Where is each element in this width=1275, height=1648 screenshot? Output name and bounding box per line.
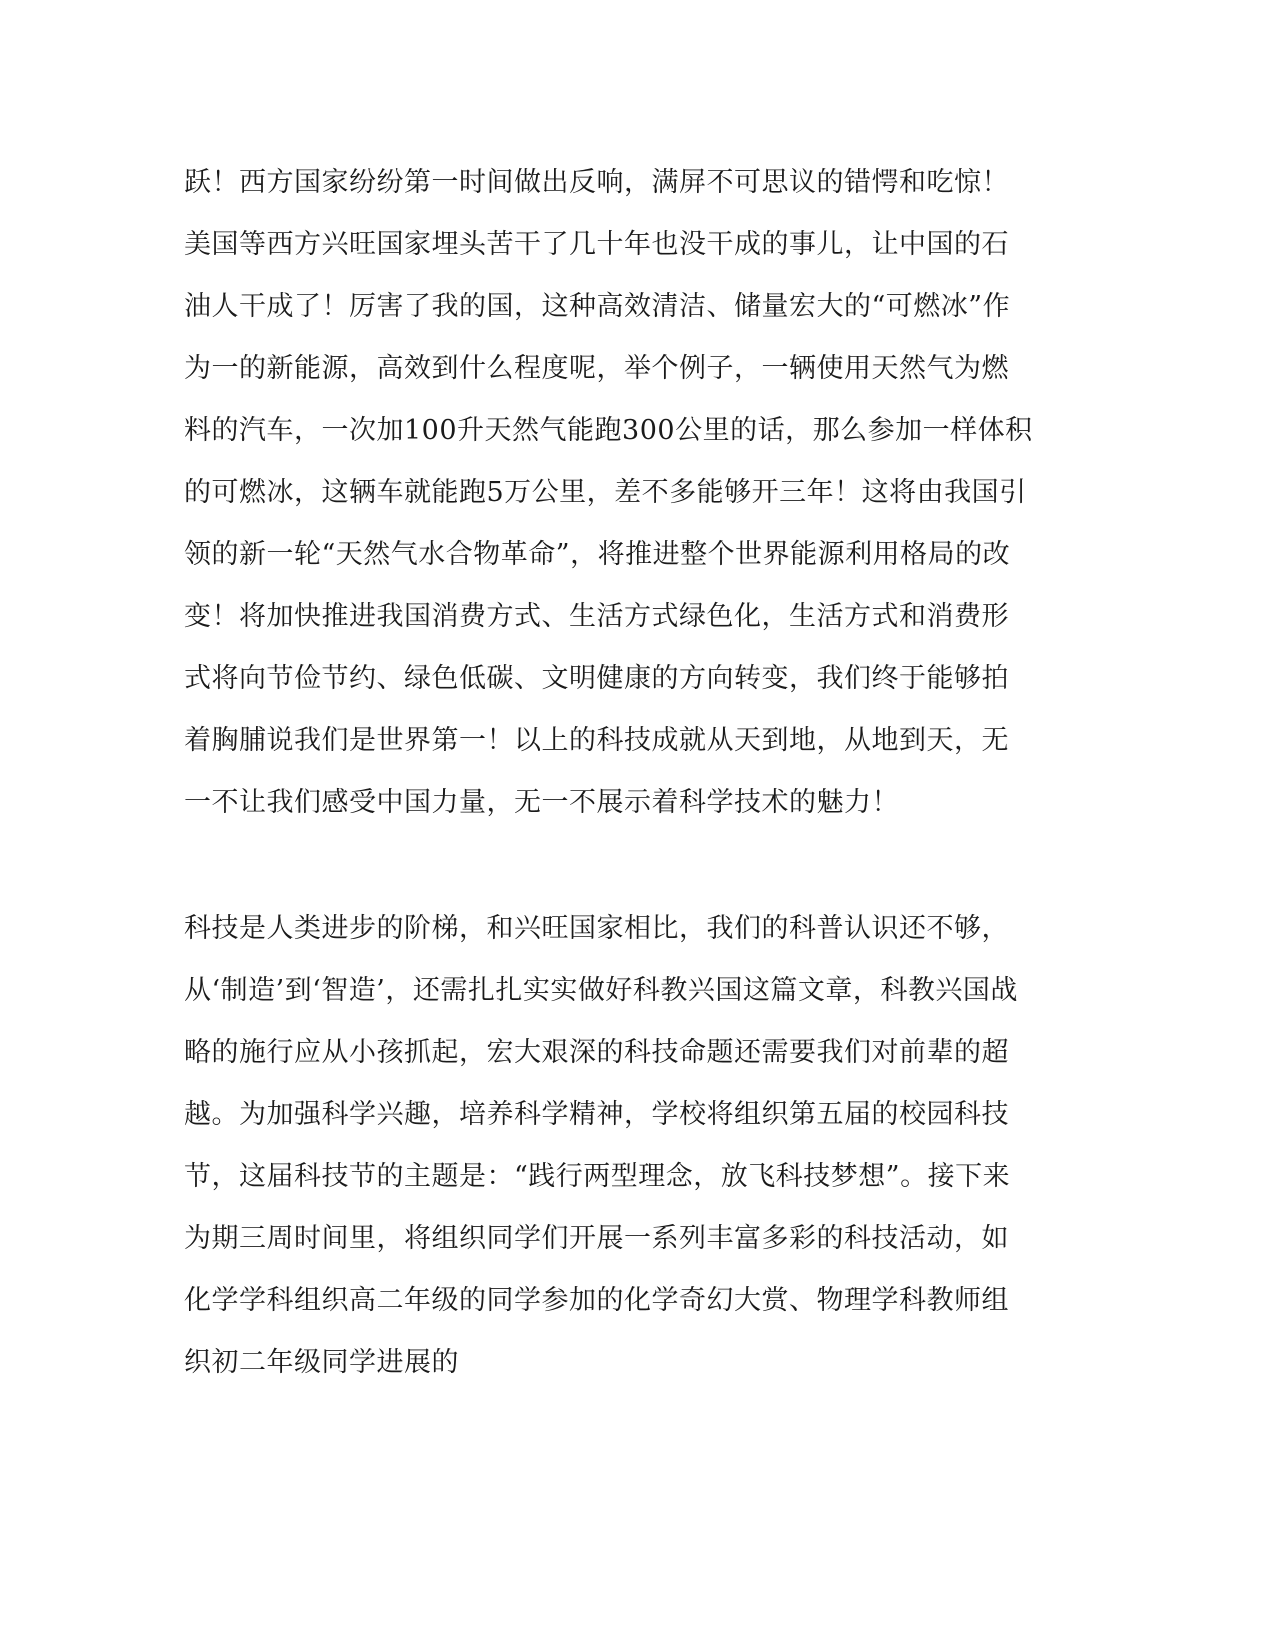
text-line: 跃！西方国家纷纷第一时间做出反响，满屏不可思议的错愕和吃惊！ xyxy=(184,167,1009,198)
text-line: 化学学科组织高二年级的同学参加的化学奇幻大赏、物理学科教师组 xyxy=(184,1285,1009,1316)
text-line: 越。为加强科学兴趣，培养科学精神，学校将组织第五届的校园科技 xyxy=(184,1099,1009,1130)
text-line: 着胸脯说我们是世界第一！以上的科技成就从天到地，从地到天，无 xyxy=(184,725,1009,756)
text-line: 的可燃冰，这辆车就能跑5万公里，差不多能够开三年！这将由我国引 xyxy=(184,477,1027,508)
text-line: 变！将加快推进我国消费方式、生活方式绿色化，生活方式和消费形 xyxy=(184,601,1009,632)
text-line: 料的汽车，一次加100升天然气能跑300公里的话，那么参加一样体积 xyxy=(184,415,1033,446)
text-line: 为一的新能源，高效到什么程度呢，举个例子，一辆使用天然气为燃 xyxy=(184,353,1009,384)
text-line: 略的施行应从小孩抓起，宏大艰深的科技命题还需要我们对前辈的超 xyxy=(184,1037,1009,1068)
text-line: 为期三周时间里，将组织同学们开展一系列丰富多彩的科技活动，如 xyxy=(184,1223,1009,1254)
text-line: 从‘制造’到‘智造’，还需扎扎实实做好科教兴国这篇文章，科教兴国战 xyxy=(184,975,1018,1006)
text-line: 织初二年级同学进展的 xyxy=(184,1347,459,1378)
text-line: 节，这届科技节的主题是：“践行两型理念，放飞科技梦想”。接下来 xyxy=(184,1161,1011,1192)
text-line: 科技是人类进步的阶梯，和兴旺国家相比，我们的科普认识还不够， xyxy=(184,913,1009,944)
text-line: 式将向节俭节约、绿色低碳、文明健康的方向转变，我们终于能够拍 xyxy=(184,663,1009,694)
text-line: 油人干成了！厉害了我的国，这种高效清洁、储量宏大的“可燃冰”作 xyxy=(184,291,1011,322)
text-line: 美国等西方兴旺国家埋头苦干了几十年也没干成的事儿，让中国的石 xyxy=(184,229,1009,260)
text-line: 领的新一轮“天然气水合物革命”，将推进整个世界能源利用格局的改 xyxy=(184,539,1011,570)
text-line: 一不让我们感受中国力量，无一不展示着科学技术的魅力！ xyxy=(184,787,899,818)
paragraph-2 xyxy=(184,898,1064,1394)
paragraph-1 xyxy=(184,152,1064,834)
